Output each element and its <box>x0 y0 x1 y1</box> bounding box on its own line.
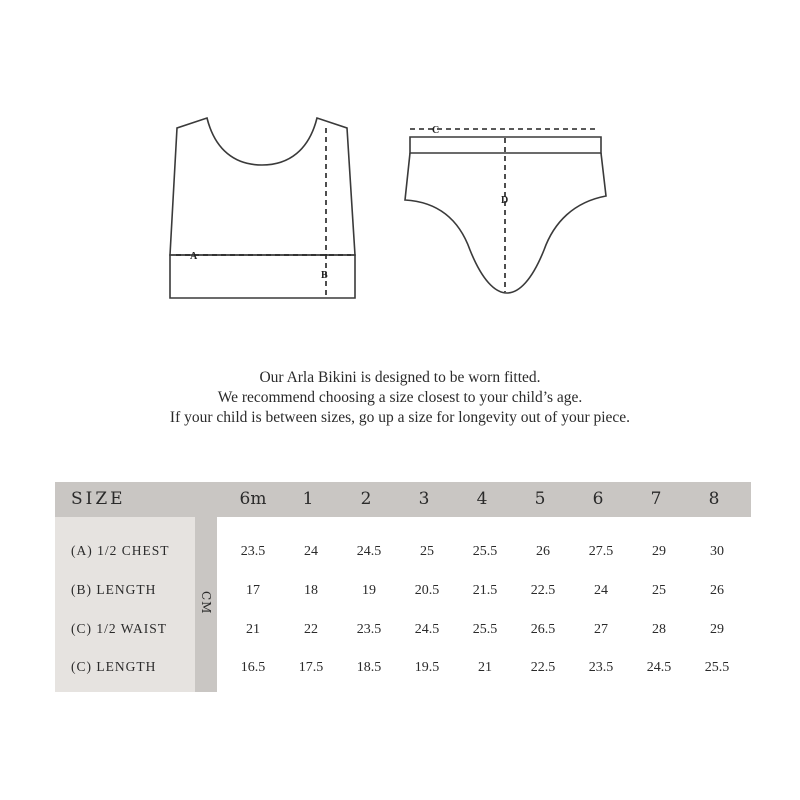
table-cell: 18.5 <box>356 660 382 675</box>
intro-line-1: Our Arla Bikini is designed to be worn fitted. <box>259 369 541 386</box>
table-cell: 22.5 <box>530 660 556 675</box>
label-a: A <box>190 251 198 262</box>
table-cell: 18 <box>304 583 318 598</box>
table-cell: 30 <box>710 544 724 559</box>
table-cell: 16.5 <box>240 660 266 675</box>
size-col-6: 6 <box>592 489 604 509</box>
table-cell: 25 <box>420 544 434 559</box>
table-cell: 21 <box>478 660 492 675</box>
size-heading: SIZE <box>71 489 126 509</box>
row-label-chest: (A) 1/2 CHEST <box>71 543 170 558</box>
table-cell: 21 <box>246 622 260 637</box>
label-c: C <box>432 125 440 136</box>
row-label-length-c: (C) LENGTH <box>71 659 157 674</box>
table-cell: 20.5 <box>414 583 440 598</box>
table-cell: 17 <box>246 583 260 598</box>
label-d: D <box>501 195 509 206</box>
table-cell: 23.5 <box>240 544 266 559</box>
intro-line-2: We recommend choosing a size closest to your child’s age. <box>217 389 583 406</box>
size-col-2: 2 <box>360 489 372 509</box>
table-cell: 25.5 <box>472 544 498 559</box>
row-label-waist: (C) 1/2 WAIST <box>71 621 167 636</box>
table-cell: 23.5 <box>588 660 614 675</box>
table-cell: 25.5 <box>472 622 498 637</box>
size-chart-table <box>55 482 751 692</box>
table-cell: 24 <box>304 544 318 559</box>
table-cell: 27 <box>594 622 608 637</box>
table-cell: 26 <box>710 583 724 598</box>
table-cell: 24 <box>594 583 608 598</box>
size-col-1: 1 <box>302 489 314 509</box>
table-cell: 23.5 <box>356 622 382 637</box>
table-cell: 28 <box>652 622 666 637</box>
unit-label: CM <box>199 591 213 615</box>
size-col-7: 7 <box>650 489 662 509</box>
table-cell: 29 <box>710 622 724 637</box>
intro-line-3: If your child is between sizes, go up a size for longevity out of your piece. <box>169 409 631 426</box>
size-col-8: 8 <box>708 489 720 509</box>
table-cell: 24.5 <box>356 544 382 559</box>
table-cell: 25 <box>652 583 666 598</box>
table-cell: 26.5 <box>530 622 556 637</box>
row-label-length-b: (B) LENGTH <box>71 582 157 597</box>
size-col-4: 4 <box>476 489 488 509</box>
table-cell: 17.5 <box>298 660 324 675</box>
table-cell: 24.5 <box>646 660 672 675</box>
garment-diagram <box>0 0 800 320</box>
size-col-5: 5 <box>534 489 546 509</box>
table-cell: 22.5 <box>530 583 556 598</box>
table-cell: 19 <box>362 583 376 598</box>
table-cell: 29 <box>652 544 666 559</box>
label-b: B <box>321 270 328 281</box>
size-col-6m: 6m <box>239 489 267 509</box>
table-cell: 21.5 <box>472 583 498 598</box>
table-cell: 25.5 <box>704 660 730 675</box>
table-cell: 19.5 <box>414 660 440 675</box>
size-col-3: 3 <box>418 489 430 509</box>
fit-guidance-text <box>0 368 800 428</box>
table-cell: 24.5 <box>414 622 440 637</box>
table-cell: 26 <box>536 544 550 559</box>
table-cell: 27.5 <box>588 544 614 559</box>
table-cell: 22 <box>304 622 318 637</box>
